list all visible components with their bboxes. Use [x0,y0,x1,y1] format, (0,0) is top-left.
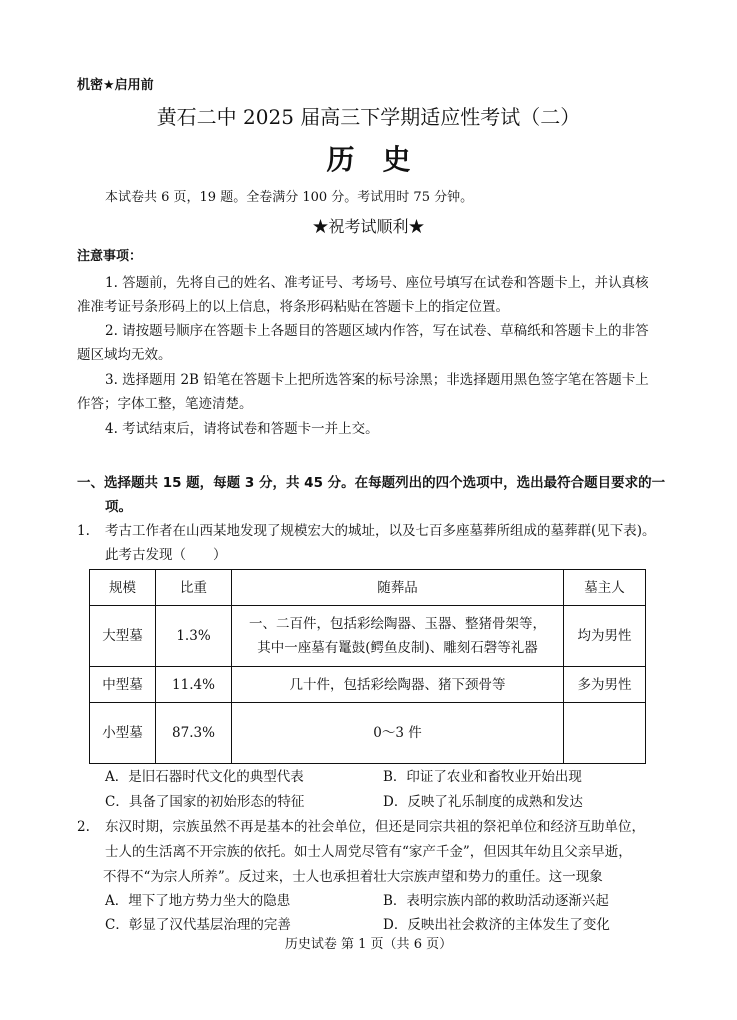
section-heading-cont: 项。 [105,499,132,515]
table-header: 比重 [156,570,232,606]
notice-line: 3. 选择题用 2B 铅笔在答题卡上把所选答案的标号涂黑；非选择题用黑色签字笔在答题卡上 [105,372,649,388]
option-c: C．彰显了汉代基层治理的完善 [105,917,291,933]
table-cell: 几十件，包括彩绘陶器、猪下颈骨等 [232,667,564,703]
table-cell: 多为男性 [564,667,646,703]
notice-heading: 注意事项： [77,249,143,264]
table-cell [564,703,646,764]
section-heading: 一、选择题共 15 题，每题 3 分，共 45 分。在每题列出的四个选项中，选出最符合题目要求的一 [77,475,666,491]
notice-line: 1. 答题前，先将自己的姓名、准考证号、考场号、座位号填写在试卷和答题卡上，并认真核 [105,275,649,291]
question-text: 此考古发现（ ） [105,547,227,563]
question-text: 东汉时期，宗族虽然不再是基本的社会单位，但还是同宗共祖的祭祀单位和经济互助单位， [105,819,645,835]
tomb-table [89,569,646,764]
table-cell: 均为男性 [564,606,646,667]
table-row [90,703,646,764]
table-row [90,606,646,667]
question-text: 士人的生活离不开宗族的依托。如士人周党尽管有“家产千金”，但因其年幼且父亲早逝， [105,844,632,860]
question-text: 考古工作者在山西某地发现了规模宏大的城址，以及七百多座墓葬所组成的墓葬群(见下表)。 [105,523,656,539]
question-number: 2. [77,819,90,835]
notice-line: 2. 请按题号顺序在答题卡上各题目的答题区域内作答，写在试卷、草稿纸和答题卡上的非答 [105,323,649,339]
table-header: 规模 [90,570,156,606]
page-footer: 历史试卷 第 1 页（共 6 页） [284,937,453,952]
question-number: 1. [77,523,90,539]
table-header: 墓主人 [564,570,646,606]
table-cell: 11.4% [156,667,232,703]
option-c: C．具备了国家的初始形态的特征 [105,794,305,810]
notice-line: 4. 考试结束后，请将试卷和答题卡一并上交。 [105,421,379,437]
option-d: D．反映出社会救济的主体发生了变化 [383,917,610,933]
option-a: A．是旧石器时代文化的典型代表 [105,769,304,785]
wish-line: ★祝考试顺利★ [312,217,425,236]
table-row [90,667,646,703]
table-cell: 0～3 件 [232,703,564,764]
table-cell [232,606,564,667]
table-cell: 小型墓 [90,703,156,764]
notice-line: 作答；字体工整，笔迹清楚。 [77,396,253,412]
notice-line: 题区域均无效。 [77,347,172,363]
table-cell: 1.3% [156,606,232,667]
option-a: A．埋下了地方势力坐大的隐患 [105,893,291,909]
option-b: B．印证了农业和畜牧业开始出现 [383,769,582,785]
confidential-label: 机密★启用前 [77,78,154,93]
table-header: 随葬品 [232,570,564,606]
notice-line: 准准考证号条形码上的以上信息，将条形码粘贴在答题卡上的指定位置。 [77,299,509,315]
cell-line: 一、二百件，包括彩绘陶器、玉器、整猪骨架等， [249,616,546,632]
exam-info: 本试卷共 6 页，19 题。全卷满分 100 分。考试用时 75 分钟。 [105,190,474,205]
table-cell: 大型墓 [90,606,156,667]
option-d: D．反映了礼乐制度的成熟和发达 [383,794,583,810]
cell-line: 其中一座墓有鼍鼓(鳄鱼皮制)、雕刻石磬等礼器 [257,640,538,656]
option-b: B．表明宗族内部的救助活动逐渐兴起 [383,893,609,909]
table-cell: 中型墓 [90,667,156,703]
table-header-row [90,570,646,606]
subject-title: 历 史 [326,143,411,176]
question-text: 不得不“为宗人所养”。反过来，士人也承担着壮大宗族声望和势力的重任。这一现象 [103,869,603,885]
exam-title: 黄石二中 2025 届高三下学期适应性考试（二） [156,105,581,129]
table-cell: 87.3% [156,703,232,764]
